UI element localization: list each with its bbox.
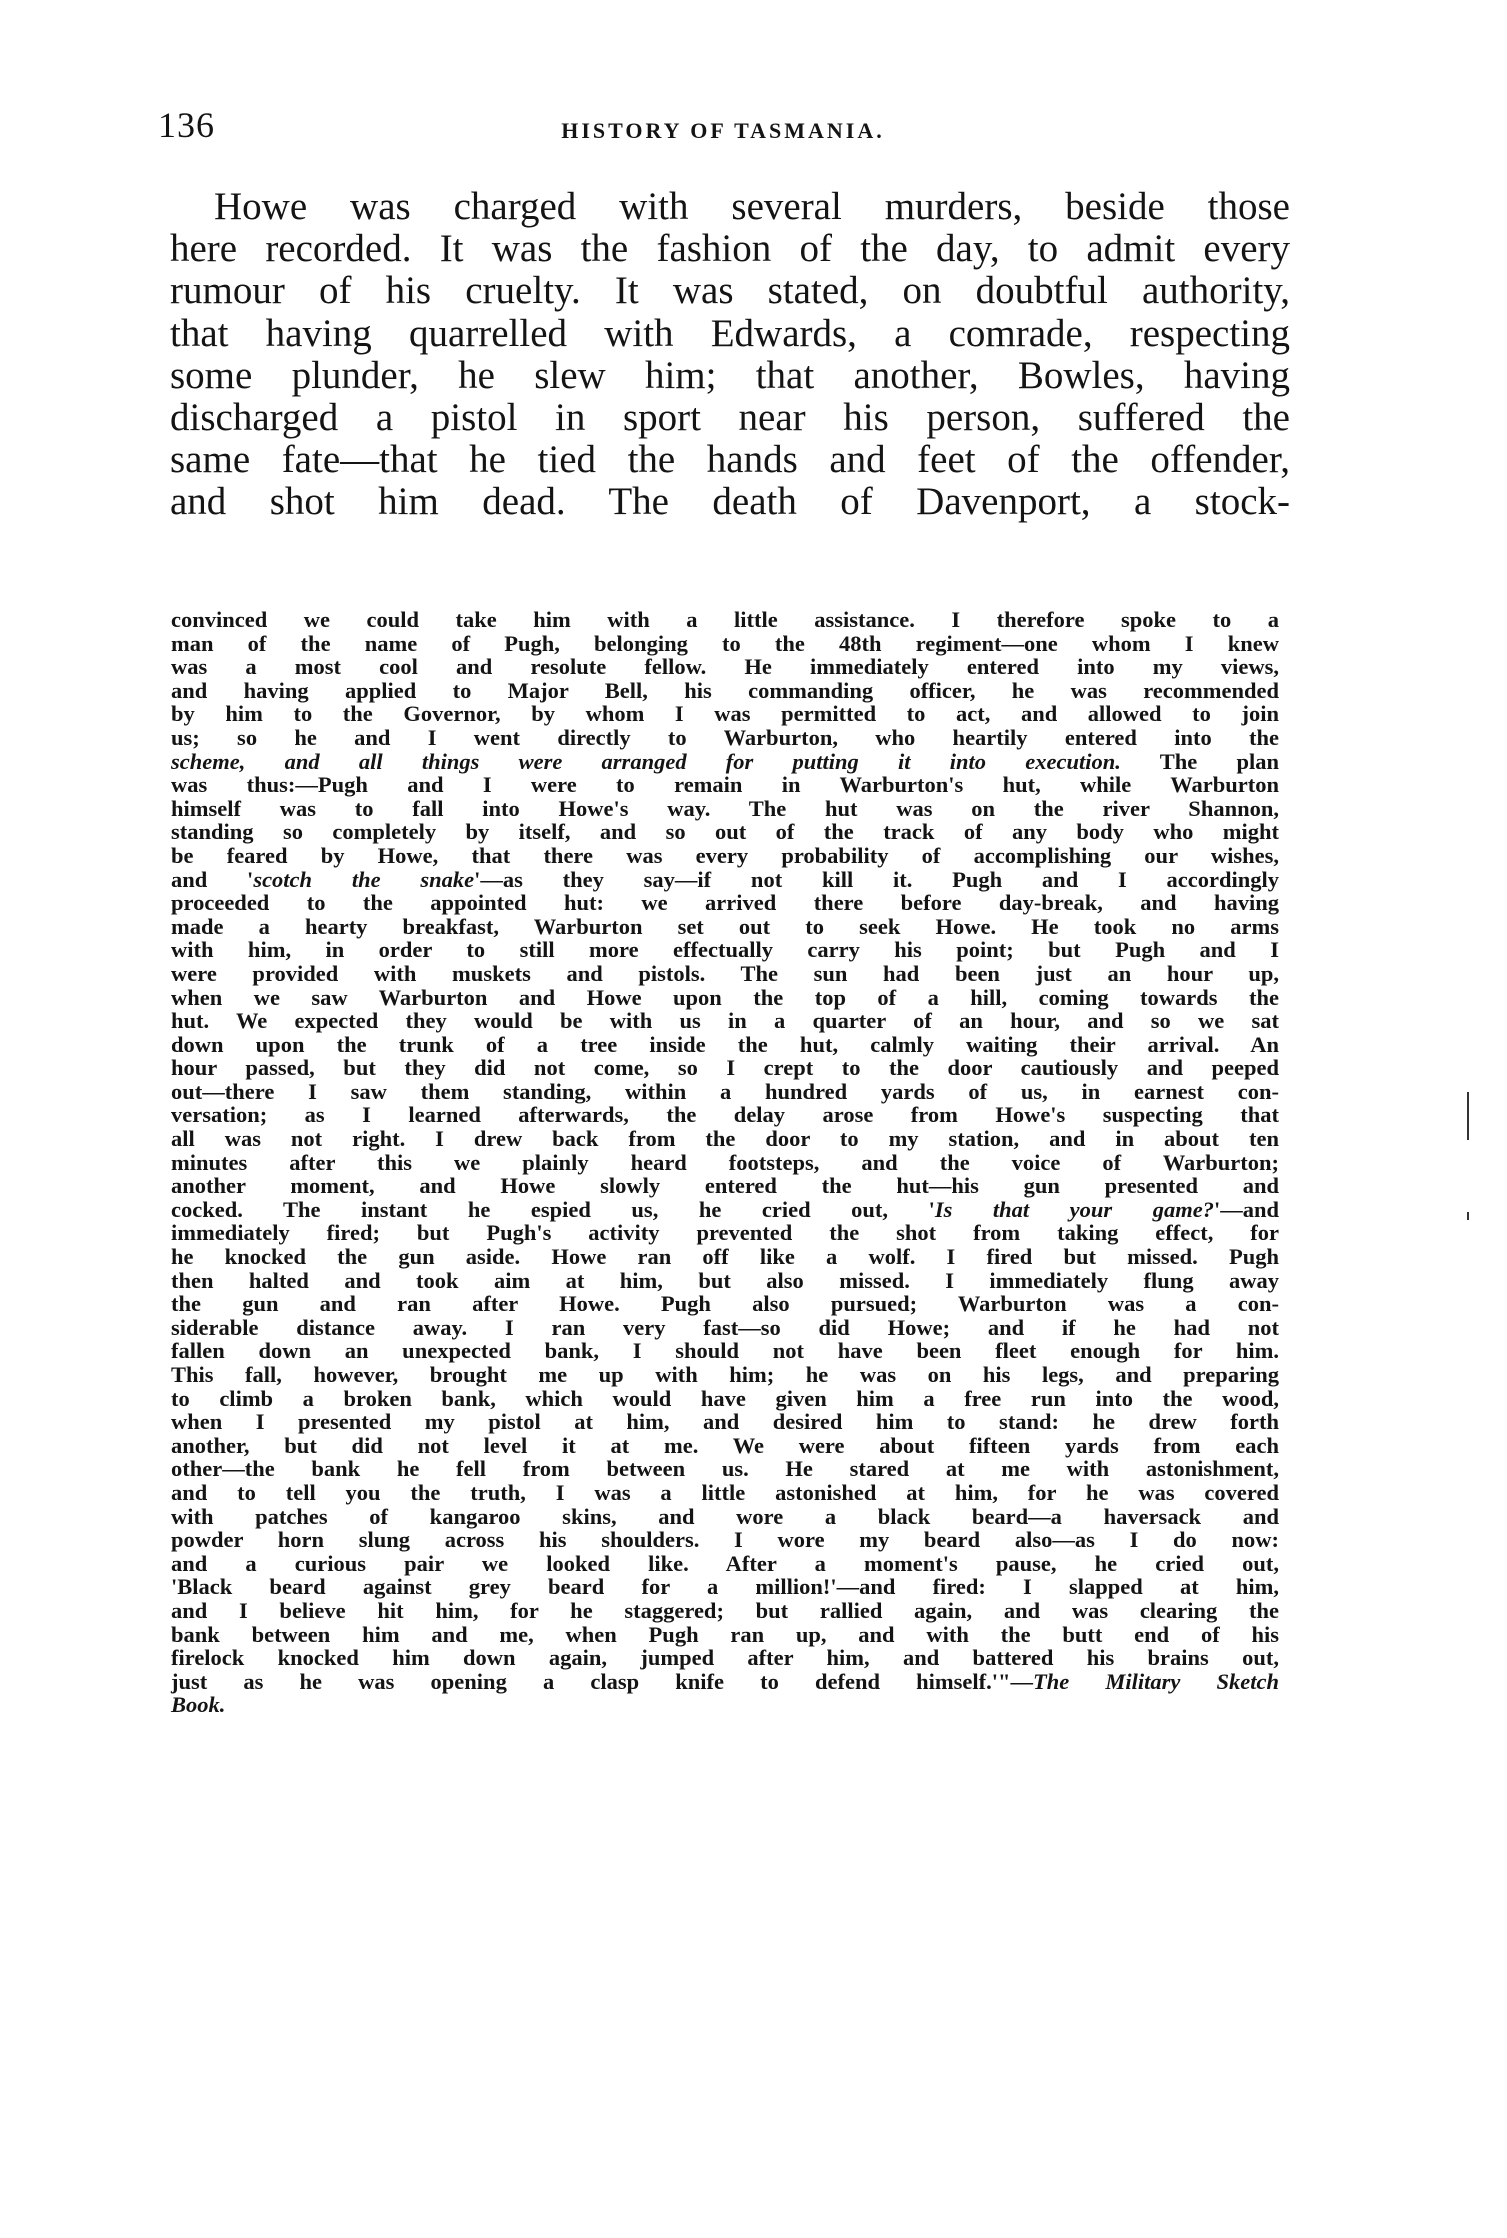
footnote-line: then halted and took aim at him, but also missed. I immediately flung away xyxy=(171,1267,1279,1293)
footnote-line: another moment, and Howe slowly entered the hut—his gun presented and xyxy=(171,1173,1279,1199)
footnote-line: scheme, and all things were arranged for putting it into execution. The plan xyxy=(171,748,1279,774)
margin-mark xyxy=(1467,1092,1469,1140)
footnote-line: another, but did not level it at me. We were about fifteen yards from each xyxy=(171,1432,1279,1458)
main-paragraph xyxy=(170,186,1290,524)
footnote-line: man of the name of Pugh, belonging to the 48th regiment—one whom I knew xyxy=(171,630,1279,656)
footnote-line: minutes after this we plainly heard footsteps, and the voice of Warburton; xyxy=(171,1149,1279,1175)
main-text-line: some plunder, he slew him; that another, Bowles, having xyxy=(170,353,1290,397)
footnote-line: be feared by Howe, that there was every probability of accomplishing our wishes, xyxy=(171,842,1279,868)
footnote-line: siderable distance away. I ran very fast—so did Howe; and if he had not xyxy=(171,1314,1279,1340)
footnote-line: Book. xyxy=(171,1692,226,1718)
main-text-line: discharged a pistol in sport near his person, suffered the xyxy=(170,396,1290,440)
footnote-line: was a most cool and resolute fellow. He immediately entered into my views, xyxy=(171,654,1279,680)
footnote-line: versation; as I learned afterwards, the delay arose from Howe's suspecting that xyxy=(171,1102,1279,1128)
main-text-line: Howe was charged with several murders, beside those xyxy=(214,185,1290,228)
footnote-line: This fall, however, brought me up with him; he was on his legs, and preparing xyxy=(171,1362,1279,1387)
footnote-line: himself was to fall into Howe's way. The hut was on the river Shannon, xyxy=(171,795,1279,821)
footnote-line: were provided with muskets and pistols. The sun had been just an hour up, xyxy=(171,960,1279,986)
footnote-line: bank between him and me, when Pugh ran up, and with the butt end of his xyxy=(171,1621,1279,1647)
footnote-line: to climb a broken bank, which would have given him a free run into the wood, xyxy=(171,1385,1279,1411)
running-title: HISTORY OF TASMANIA. xyxy=(561,118,885,143)
footnote-line: made a hearty breakfast, Warburton set out to seek Howe. He took no arms xyxy=(171,913,1279,939)
footnote-line: immediately fired; but Pugh's activity prevented the shot from taking effect, for xyxy=(171,1220,1279,1246)
footnote-line: and 'scotch the snake'—as they say—if not kill it. Pugh and I accordingly xyxy=(171,866,1279,892)
footnote-line: the gun and ran after Howe. Pugh also pursued; Warburton was a con- xyxy=(171,1291,1279,1317)
footnote-block xyxy=(171,608,1279,1717)
footnote-line: powder horn slung across his shoulders. I wore my beard also—as I do now: xyxy=(171,1527,1279,1553)
main-text-line: and shot him dead. The death of Davenport, a stock- xyxy=(170,480,1290,524)
footnote-line: down upon the trunk of a tree inside the hut, calmly waiting their arrival. An xyxy=(171,1031,1279,1057)
footnote-line: and a curious pair we looked like. After a moment's pause, he cried out, xyxy=(171,1550,1279,1576)
footnote-line: by him to the Governor, by whom I was permitted to act, and allowed to join xyxy=(171,701,1279,727)
footnote-line: standing so completely by itself, and so out of the track of any body who might xyxy=(171,819,1279,845)
footnote-line: other—the bank he fell from between us. He stared at me with astonishment, xyxy=(171,1456,1279,1482)
footnote-line: hour passed, but they did not come, so I crept to the door cautiously and peeped xyxy=(171,1055,1279,1081)
main-text-line: here recorded. It was the fashion of the day, to admit every xyxy=(170,227,1290,271)
footnote-line: and to tell you the truth, I was a little astonished at him, for he was covered xyxy=(171,1479,1279,1505)
footnote-line: and having applied to Major Bell, his commanding officer, he was recommended xyxy=(171,677,1279,703)
page-number: 136 xyxy=(158,105,215,145)
footnote-line: with him, in order to still more effectually carry his point; but Pugh and I xyxy=(171,937,1279,963)
footnote-line: out—there I saw them standing, within a hundred yards of us, in earnest con- xyxy=(171,1078,1279,1104)
footnote-line: when I presented my pistol at him, and desired him to stand: he drew forth xyxy=(171,1409,1279,1435)
footnote-line: all was not right. I drew back from the door to my station, and in about ten xyxy=(171,1126,1279,1152)
footnote-line: fallen down an unexpected bank, I should not have been fleet enough for him. xyxy=(171,1338,1279,1364)
footnote-line: proceeded to the appointed hut: we arrived there before day-break, and having xyxy=(171,890,1279,916)
footnote-line: 'Black beard against grey beard for a million!'—and fired: I slapped at him, xyxy=(171,1574,1279,1600)
footnote-line: and I believe hit him, for he staggered; but rallied again, and was clearing the xyxy=(171,1597,1279,1623)
footnote-line: just as he was opening a clasp knife to defend himself.'"—The Military Sketch xyxy=(171,1668,1279,1694)
footnote-line: when we saw Warburton and Howe upon the top of a hill, coming towards the xyxy=(171,984,1279,1010)
footnote-line: firelock knocked him down again, jumped after him, and battered his brains out, xyxy=(171,1645,1279,1671)
footnote-line: cocked. The instant he espied us, he cried out, 'Is that your game?'—and xyxy=(171,1196,1279,1222)
main-text-line: rumour of his cruelty. It was stated, on doubtful authority, xyxy=(170,269,1290,313)
footnote-line: was thus:—Pugh and I were to remain in Warburton's hut, while Warburton xyxy=(171,772,1279,798)
main-text-line: same fate—that he tied the hands and feet of the offender, xyxy=(170,438,1290,482)
footnote-line: hut. We expected they would be with us in a quarter of an hour, and so we sat xyxy=(171,1008,1279,1034)
main-text-line: that having quarrelled with Edwards, a comrade, respecting xyxy=(170,311,1290,355)
footnote-line: he knocked the gun aside. Howe ran off like a wolf. I fired but missed. Pugh xyxy=(171,1244,1279,1270)
footnote-line: convinced we could take him with a little assistance. I therefore spoke to a xyxy=(171,607,1279,632)
page-header xyxy=(158,104,1288,154)
footnote-line: with patches of kangaroo skins, and wore a black beard—a haversack and xyxy=(171,1503,1279,1529)
margin-mark xyxy=(1467,1212,1469,1220)
footnote-line: us; so he and I went directly to Warburton, who heartily entered into the xyxy=(171,724,1279,750)
